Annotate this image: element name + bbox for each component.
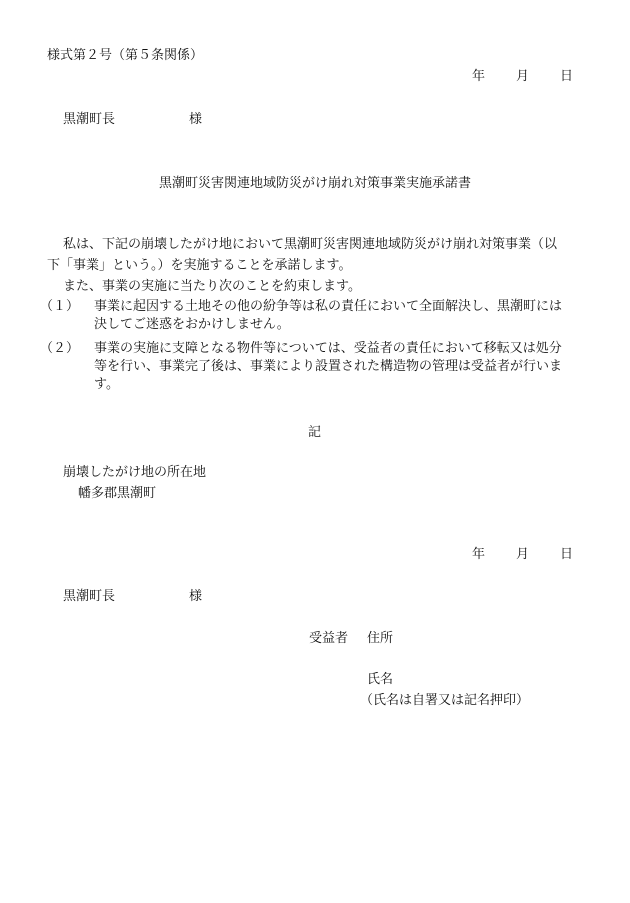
date-year: 年 — [472, 69, 486, 84]
date-line-2 — [472, 546, 573, 564]
document-title: 黒潮町災害関連地域防災がけ崩れ対策事業実施承諾書 — [158, 176, 471, 191]
addressee-2 — [63, 588, 202, 606]
addressee2-honorific: 様 — [189, 589, 203, 604]
form-number: 様式第２号（第５条関係） — [47, 48, 204, 63]
date-day: 日 — [560, 69, 574, 84]
beneficiary-label: 受益者 — [309, 631, 349, 646]
date2-year: 年 — [472, 547, 486, 562]
date-month: 月 — [516, 69, 530, 84]
date2-month: 月 — [516, 547, 530, 562]
paragraph-1-line-1: 私は、下記の崩壊したがけ地において黒潮町災害関連地域防災がけ崩れ対策事業（以 — [63, 237, 558, 252]
addressee — [63, 111, 202, 129]
item-2-number: （２） — [40, 341, 80, 356]
item-2 — [40, 340, 562, 395]
item-1-number: （１） — [40, 299, 80, 314]
paragraph-1-line-2: 下「事業」という。）を実施することを承諾します。 — [47, 258, 352, 273]
location-value: 幡多郡黒潮町 — [78, 486, 157, 501]
location-label: 崩壊したがけ地の所在地 — [63, 465, 207, 480]
ki-heading: 記 — [308, 425, 322, 440]
address-label: 住所 — [367, 631, 394, 646]
addressee-honorific: 様 — [189, 112, 203, 127]
item-2-line-2: 等を行い、事業完了後は、事業により設置された構造物の管理は受益者が行いま — [94, 359, 563, 375]
paragraph-2: また、事業の実施に当たり次のことを約束します。 — [63, 279, 361, 294]
addressee-name: 黒潮町長 — [63, 112, 116, 127]
name-label: 氏名 — [367, 672, 394, 687]
item-1-line-2: 決してご迷惑をおかけしません。 — [94, 317, 290, 333]
item-1-line-1: 事業に起因する土地その他の紛争等は私の責任において全面解決し、黒潮町には — [94, 299, 563, 314]
item-2-line-3: す。 — [94, 377, 119, 393]
item-2-line-1: 事業の実施に支障となる物件等については、受益者の責任において移転又は処分 — [94, 341, 562, 356]
item-1 — [40, 298, 562, 334]
date2-day: 日 — [560, 547, 574, 562]
date-line — [472, 68, 573, 86]
addressee2-name: 黒潮町長 — [63, 589, 116, 604]
signature-note: （氏名は自署又は記名押印） — [360, 693, 530, 708]
